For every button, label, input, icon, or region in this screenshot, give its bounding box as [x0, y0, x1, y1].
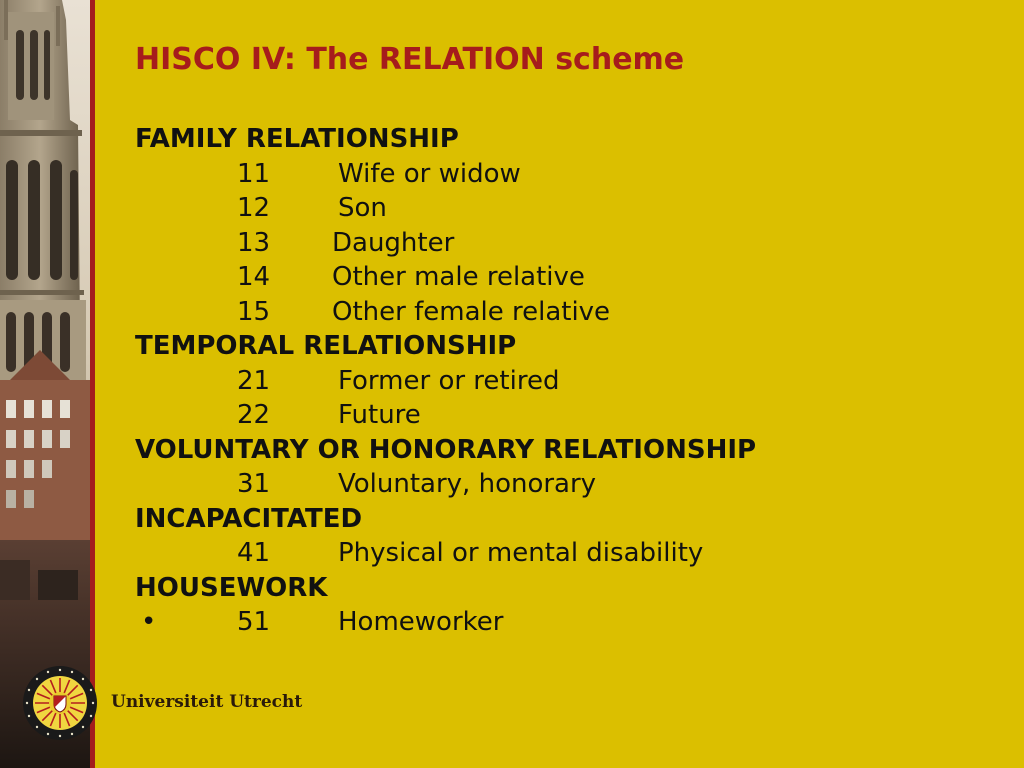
list-item-former-or-retired	[135, 364, 1005, 399]
relation-label: Voluntary, honorary	[338, 469, 597, 499]
relation-code: 31	[237, 469, 271, 499]
relation-label: Physical or mental disability	[338, 538, 704, 568]
list-item-other-female-relative	[135, 295, 1005, 330]
relation-code: 22	[237, 400, 271, 430]
section-heading-temporal: TEMPORAL RELATIONSHIP	[135, 331, 517, 361]
relation-label: Future	[338, 400, 421, 430]
list-item-other-male-relative	[135, 260, 1005, 295]
section-heading-incapacitated: INCAPACITATED	[135, 503, 363, 534]
university-seal-icon	[22, 665, 98, 741]
list-item-homeworker	[135, 605, 1005, 640]
list-item-wife-or-widow	[135, 157, 1005, 192]
list-item-son	[135, 191, 1005, 226]
section-heading-voluntary: VOLUNTARY OR HONORARY RELATIONSHIP	[135, 434, 757, 465]
relation-label: Former or retired	[338, 365, 560, 396]
relation-code: 14	[237, 262, 271, 292]
relation-code: 13	[237, 227, 271, 258]
relation-code: 41	[237, 538, 271, 568]
slide-title: HISCO IV: The RELATION scheme	[135, 42, 685, 77]
university-logo-text: Universiteit Utrecht	[111, 692, 303, 712]
relation-label: Daughter	[332, 227, 455, 258]
relation-label: Son	[338, 193, 387, 223]
relation-code: 51	[237, 607, 271, 637]
relation-code: 11	[237, 158, 271, 189]
list-item-disability	[135, 536, 1005, 571]
list-item-future	[135, 398, 1005, 433]
section-heading-housework: HOUSEWORK	[135, 572, 328, 603]
relation-code: 12	[237, 193, 271, 223]
relation-label: Other female relative	[332, 296, 611, 327]
relation-scheme-list	[135, 122, 1005, 640]
accent-divider-line	[90, 0, 95, 768]
relation-label: Other male relative	[332, 262, 585, 292]
list-item-daughter	[135, 226, 1005, 261]
relation-label: Homeworker	[338, 607, 504, 637]
dom-tower-photo	[0, 0, 92, 768]
bullet-icon: •	[141, 607, 157, 637]
relation-code: 15	[237, 296, 271, 327]
relation-label: Wife or widow	[338, 158, 521, 189]
list-item-voluntary-honorary	[135, 467, 1005, 502]
section-heading-family: FAMILY RELATIONSHIP	[135, 124, 459, 154]
relation-code: 21	[237, 365, 271, 396]
